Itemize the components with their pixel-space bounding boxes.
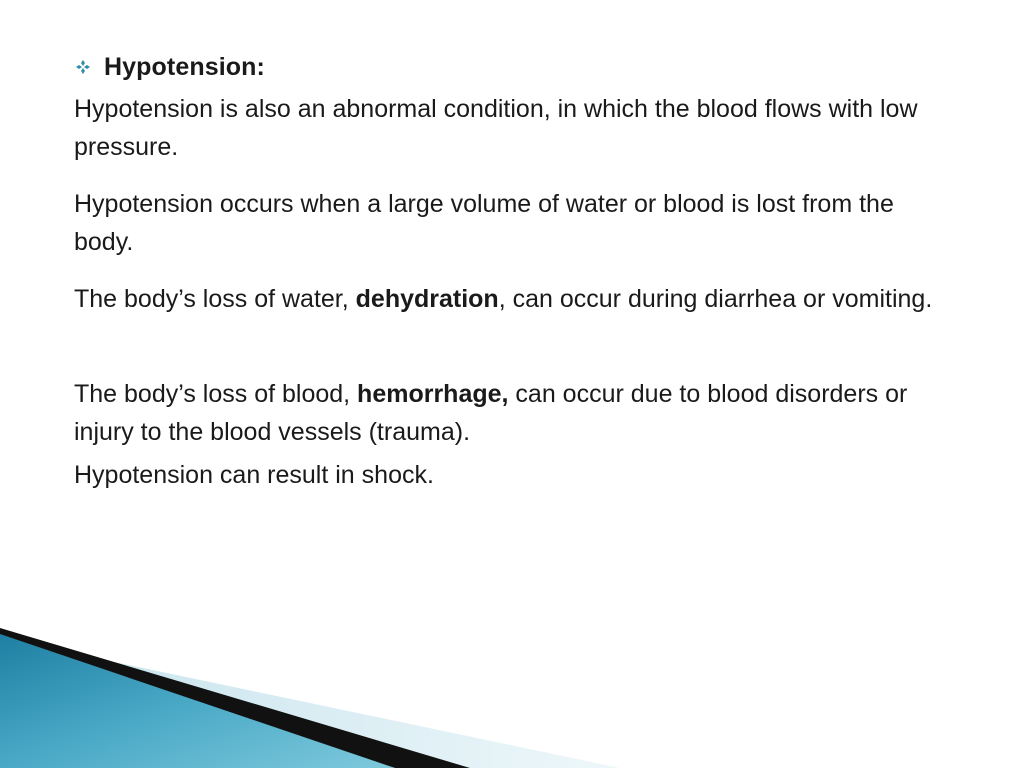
slide-heading: Hypotension: (104, 52, 265, 81)
paragraph-shock: Hypotension can result in shock. (74, 461, 434, 489)
term-dehydration: dehydration (355, 285, 499, 313)
corner-decoration (0, 628, 1024, 768)
paragraph-dehydration (74, 280, 954, 318)
paragraph-hemorrhage-after: can occur due to blood disorders or injury to the blood vessels (trauma). (74, 380, 908, 446)
diamond-bullet-icon (75, 59, 91, 75)
paragraph-hemorrhage (74, 375, 954, 451)
paragraph-definition: Hypotension is also an abnormal condition, in which the blood flows with low pressure. (74, 95, 918, 161)
paragraph-dehydration-after: , can occur during diarrhea or vomiting. (498, 285, 933, 313)
paragraph-hemorrhage-before: The body’s loss of blood, (74, 380, 358, 408)
paragraph-dehydration-before: The body’s loss of water, (74, 285, 356, 313)
term-hemorrhage: hemorrhage, (357, 380, 509, 408)
heading-row (75, 52, 265, 82)
paragraph-cause: Hypotension occurs when a large volume of water or blood is lost from the body. (74, 190, 894, 256)
